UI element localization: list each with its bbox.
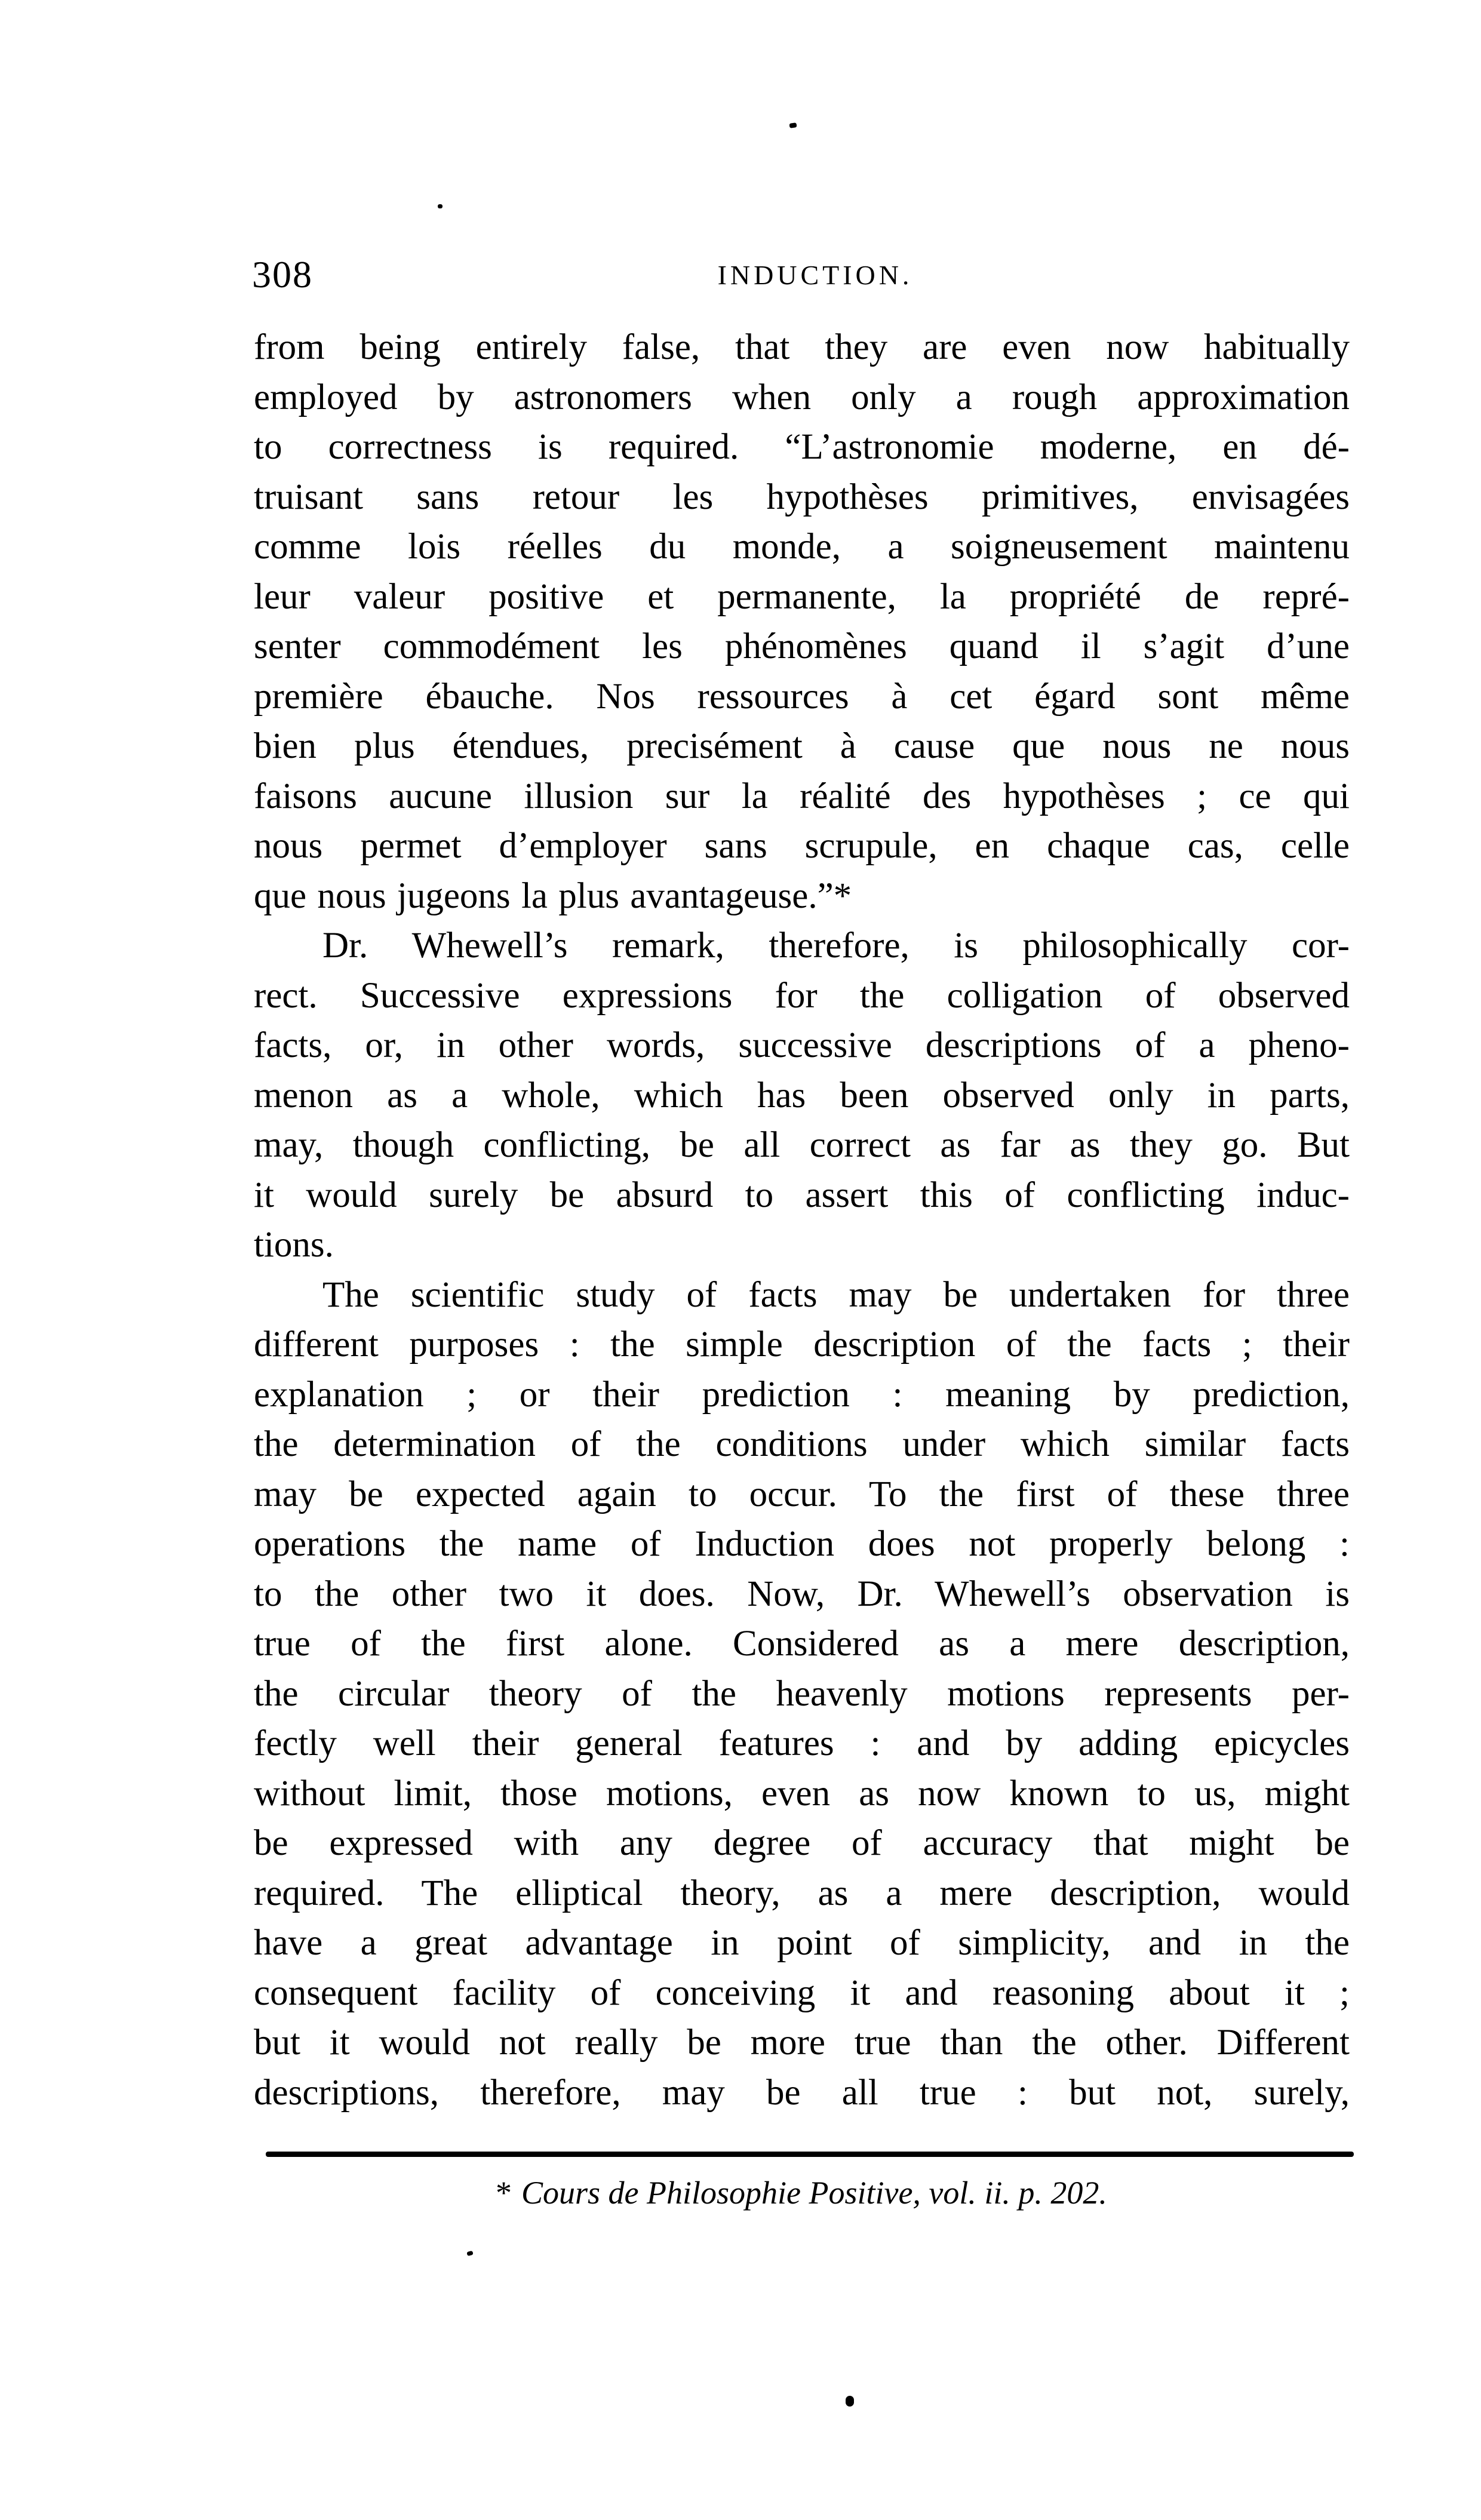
text-line: première ébauche. Nos ressources à cet égard sont même (254, 676, 1350, 717)
text-line: consequent facility of conceiving it and reasoning about it ; (254, 1972, 1350, 2013)
footnote-rule (266, 2152, 1354, 2157)
text-line: comme lois réelles du monde, a soigneusement maintenu (254, 527, 1350, 567)
text-line: the circular theory of the heavenly motions represents per- (254, 1673, 1350, 1714)
text-line: fectly well their general features : and by adding epicycles (254, 1723, 1350, 1763)
text-line: que nous jugeons la plus avantageuse.”* (254, 875, 852, 916)
text-line: senter commodément les phénomènes quand il s’agit d’une (254, 626, 1350, 666)
text-line: to the other two it does. Now, Dr. Whewell’s observation is (254, 1574, 1350, 1614)
text-line: descriptions, therefore, may be all true : but not, surely, (254, 2072, 1350, 2113)
ink-speck-top-left (438, 204, 443, 208)
text-line: may be expected again to occur. To the first of these three (254, 1474, 1350, 1514)
text-line: truisant sans retour les hypothèses primitives, envisagées (254, 477, 1350, 517)
text-line: but it would not really be more true than the other. Different (254, 2023, 1350, 2063)
footnote (496, 2174, 1107, 2212)
text-line: menon as a whole, which has been observed only in parts, (254, 1075, 1350, 1115)
text-line: be expressed with any degree of accuracy that might be (254, 1823, 1350, 1863)
text-line: to correctness is required. “L’astronomie moderne, en dé- (254, 427, 1350, 467)
text-line: rect. Successive expressions for the colligation of observed (254, 975, 1350, 1016)
text-line: explanation ; or their prediction : meaning by prediction, (254, 1374, 1350, 1415)
text-line: bien plus étendues, precisément à cause que nous ne nous (254, 726, 1350, 766)
text-line: employed by astronomers when only a rough approximation (254, 377, 1350, 417)
text-line: faisons aucune illusion sur la réalité des hypothèses ; ce qui (254, 776, 1350, 816)
page-number: 308 (252, 253, 313, 296)
ink-speck-footnote (466, 2251, 473, 2256)
ink-dot-bottom (846, 2396, 854, 2407)
text-line: have a great advantage in point of simplicity, and in the (254, 1923, 1350, 1963)
running-head-title: INDUCTION. (717, 260, 913, 290)
text-line: required. The elliptical theory, as a mere description, would (254, 1873, 1350, 1913)
text-line: The scientific study of facts may be undertaken for three (322, 1274, 1350, 1315)
footnote-text: Cours de Philosophie Positive, vol. ii. p. 202. (521, 2175, 1107, 2211)
footnote-marker: * (496, 2175, 512, 2211)
ink-speck-top-right (789, 122, 797, 128)
body-text (254, 322, 1350, 2118)
text-line: nous permet d’employer sans scrupule, en chaque cas, celle (254, 826, 1350, 866)
text-line: may, though conflicting, be all correct as far as they go. But (254, 1125, 1350, 1165)
text-line: leur valeur positive et permanente, la propriété de repré- (254, 576, 1350, 617)
text-line: it would surely be absurd to assert this of conflicting induc- (254, 1175, 1350, 1215)
text-line: true of the first alone. Considered as a mere description, (254, 1624, 1350, 1664)
text-line: tions. (254, 1225, 334, 1265)
text-line: Dr. Whewell’s remark, therefore, is philosophically cor- (322, 926, 1350, 966)
text-line: different purposes : the simple description of the facts ; their (254, 1324, 1350, 1365)
text-line: operations the name of Induction does not properly belong : (254, 1524, 1350, 1564)
text-line: from being entirely false, that they are even now habitually (254, 327, 1350, 367)
text-line: facts, or, in other words, successive descriptions of a pheno- (254, 1025, 1350, 1065)
text-line: without limit, those motions, even as now known to us, might (254, 1773, 1350, 1814)
text-line: the determination of the conditions under which similar facts (254, 1424, 1350, 1464)
